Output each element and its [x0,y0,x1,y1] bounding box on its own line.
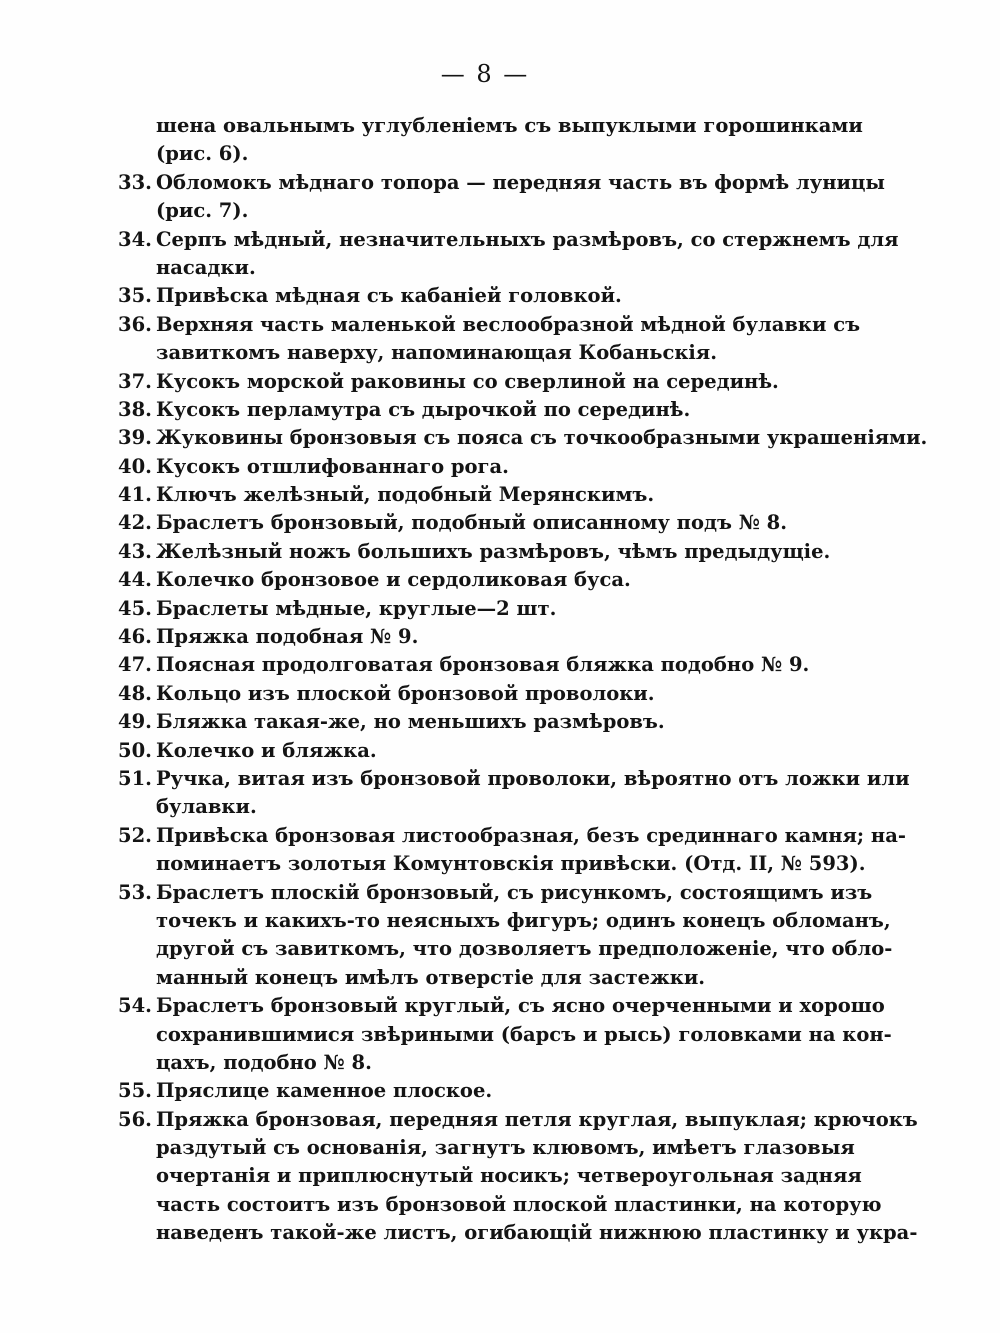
entry-number: 33. [118,170,152,194]
entry-number: 48. [118,681,152,705]
text-line [118,481,848,509]
text-line [118,226,899,254]
text-line [118,935,893,963]
catalog-entry [118,1106,918,1248]
text-line [118,1106,918,1134]
text-line [118,992,885,1020]
entry-number: 34. [118,227,152,251]
entry-text: Пряжка бронзовая, передняя петля круглая, выпуклая; крючокъ [156,1107,918,1131]
entry-text: очертанія и приплюснутый носикъ; четвероугольная задняя [156,1164,862,1188]
entry-text: Привѣска бронзовая листообразная, безъ срединнаго камня; на- [156,823,906,847]
text-line [118,1049,848,1077]
entry-text: Браслетъ плоскій бронзовый, съ рисункомъ, состоящимъ изъ [156,880,873,904]
entry-text: сохранившимися звѣриными (барсъ и рысь) головками на кон- [156,1022,892,1046]
text-line [118,282,848,310]
entry-text: Кусокъ отшлифованнаго рога. [156,454,509,478]
catalog-entry [118,396,848,424]
catalog-entries [118,112,928,1248]
catalog-entry [118,566,848,594]
catalog-entry [118,509,848,537]
catalog-entry [118,822,906,879]
entry-number: 47. [118,653,152,677]
page-number: — 8 — [440,60,530,88]
entry-number: 49. [118,710,152,734]
entry-text: Колечко и бляжка. [156,738,377,762]
text-line [118,197,848,225]
text-line [118,1162,862,1190]
entry-text: Привѣска мѣдная съ кабаніей головкой. [156,284,622,308]
text-line [118,339,848,367]
text-line [118,453,848,481]
entry-text: Кольцо изъ плоской бронзовой проволоки. [156,681,655,705]
entry-text: часть состоитъ изъ бронзовой плоской пластинки, на которую [156,1192,882,1216]
entry-text: Серпъ мѣдный, незначительныхъ размѣровъ, со стержнемъ для [156,227,899,251]
catalog-entry [118,112,863,169]
entry-text: Браслетъ бронзовый, подобный описанному подъ № 8. [156,511,788,535]
text-line [118,1134,855,1162]
entry-number: 56. [118,1107,152,1131]
entry-text: Жуковины бронзовыя съ пояса съ точкообразными украшеніями. [156,426,928,450]
entry-text: точекъ и какихъ-то неясныхъ фигуръ; одинъ конецъ обломанъ, [156,908,891,932]
entry-number: 53. [118,880,152,904]
catalog-entry [118,368,848,396]
catalog-entry [118,481,848,509]
text-line [118,595,848,623]
catalog-entry [118,424,928,452]
catalog-entry [118,737,848,765]
entry-text: Браслетъ бронзовый круглый, съ ясно очерченными и хорошо [156,994,885,1018]
text-line [118,964,848,992]
text-line [118,1219,918,1247]
catalog-entry [118,282,848,310]
catalog-entry [118,623,848,651]
entry-text: Пряжка подобная № 9. [156,625,419,649]
catalog-entry [118,226,899,283]
entry-number: 35. [118,284,152,308]
entry-text: Колечко бронзовое и сердоликовая буса. [156,568,631,592]
entry-number: 39. [118,426,152,450]
entry-number: 44. [118,568,152,592]
entry-text: Кусокъ перламутра съ дырочкой по серединѣ. [156,397,691,421]
catalog-entry [118,538,848,566]
entry-text: (рис. 6). [156,142,249,166]
entry-number: 55. [118,1079,152,1103]
text-line [118,538,848,566]
entry-text: другой съ завиткомъ, что дозволяетъ предположеніе, что обло- [156,937,893,961]
entry-text: Ключъ желѣзный, подобный Мерянскимъ. [156,483,655,507]
entry-number: 41. [118,483,152,507]
entry-text: Поясная продолговатая бронзовая бляжка подобно № 9. [156,653,810,677]
text-line [118,793,848,821]
catalog-entry [118,595,848,623]
entry-number: 52. [118,823,152,847]
text-line [118,368,848,396]
entry-text: насадки. [156,255,256,279]
entry-text: Кусокъ морской раковины со сверлиной на серединѣ. [156,369,779,393]
text-line [118,254,848,282]
text-line [118,680,848,708]
entry-text: манный конецъ имѣлъ отверстіе для застежки. [156,965,706,989]
catalog-entry [118,1077,848,1105]
text-line [118,737,848,765]
text-line [118,907,891,935]
text-line [118,708,848,736]
text-line [118,850,866,878]
entry-text: Бляжка такая-же, но меньшихъ размѣровъ. [156,710,665,734]
text-line [118,509,848,537]
entry-text: Пряслице каменное плоское. [156,1079,493,1103]
entry-text: (рис. 7). [156,199,249,223]
catalog-entry [118,879,893,993]
text-line [118,169,885,197]
entry-number: 37. [118,369,152,393]
catalog-entry [118,680,848,708]
text-line [118,1077,848,1105]
entry-text: шена овальнымъ углубленіемъ съ выпуклыми горошинками [156,114,863,137]
catalog-entry [118,708,848,736]
text-line [118,623,848,651]
entry-text: Браслеты мѣдные, круглые—2 шт. [156,596,557,620]
entry-text: поминаетъ золотыя Комунтовскія привѣски. (Отд. II, № 593). [156,852,866,876]
entry-text: наведенъ такой-же листъ, огибающій нижнюю пластинку и укра- [156,1221,918,1245]
entry-number: 38. [118,397,152,421]
text-line [118,879,873,907]
text-line [118,1021,892,1049]
entry-number: 45. [118,596,152,620]
text-line [118,424,928,452]
text-line [118,396,848,424]
catalog-entry [118,992,892,1077]
entry-number: 54. [118,994,152,1018]
entry-text: завиткомъ наверху, напоминающая Кобаньскія. [156,341,718,365]
catalog-entry [118,453,848,481]
text-line [118,822,906,850]
entry-text: Верхняя часть маленькой веслообразной мѣдной булавки съ [156,312,861,336]
entry-number: 40. [118,454,152,478]
text-line [118,765,910,793]
text-line [118,566,848,594]
entry-number: 51. [118,766,152,790]
entry-number: 36. [118,312,152,336]
text-line [118,311,861,339]
entry-text: раздутый съ основанія, загнутъ клювомъ, имѣетъ глазовыя [156,1136,855,1160]
catalog-entry [118,651,848,679]
entry-number: 42. [118,511,152,535]
text-line [118,1191,882,1219]
text-line [118,651,848,679]
entry-number: 46. [118,625,152,649]
entry-number: 50. [118,738,152,762]
entry-text: Обломокъ мѣднаго топора — передняя часть въ формѣ луницы [156,170,885,194]
entry-text: цахъ, подобно № 8. [156,1050,372,1074]
text-line [118,112,863,140]
entry-text: Ручка, витая изъ бронзовой проволоки, вѣроятно отъ ложки или [156,766,910,790]
catalog-entry [118,311,861,368]
catalog-entry [118,169,885,226]
entry-text: Желѣзный ножъ большихъ размѣровъ, чѣмъ предыдущіе. [156,539,831,563]
entry-number: 43. [118,539,152,563]
entry-text: булавки. [156,795,257,819]
text-line [118,140,848,168]
catalog-entry [118,765,910,822]
